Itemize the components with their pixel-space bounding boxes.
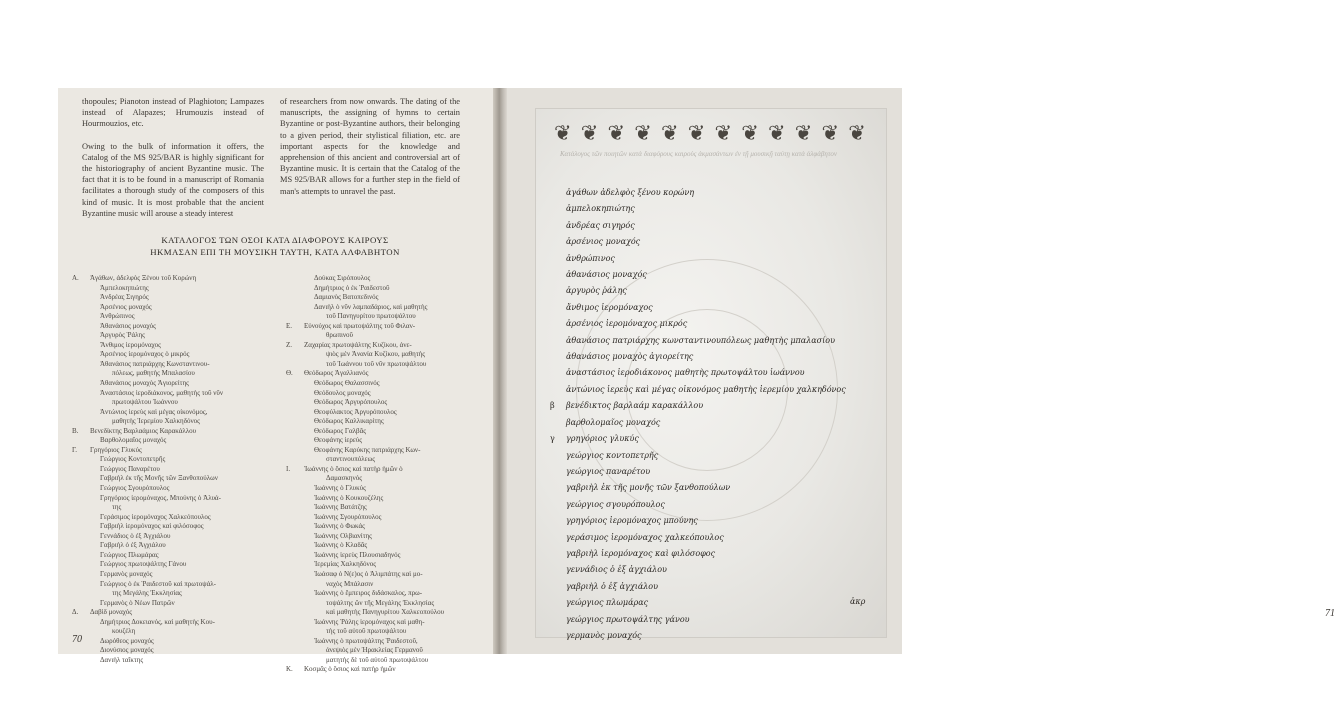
catalog-entry [286,465,486,475]
catalog-entry-text: Γεώργιος Κοντοπετρῆς [100,455,166,464]
catalog-entry [72,656,286,666]
catalog-entry [286,274,486,284]
catalog-entry-text: Ἰωάννης Ολβιανίτης [314,531,372,540]
catalog-entry [72,570,286,580]
catalog-entry [286,484,486,494]
catalog-entry-text: Θεόδωρος Καλλικαρίτης [314,417,384,426]
catalog-entry-text: Θεόδωρος Ἀργυρόπουλος [314,398,388,407]
catalog-entry-text: ναχὸς Μπάλασιν [326,579,374,588]
book-spread [58,88,1335,674]
floral-ornament-icon: ❦ [554,121,572,145]
catalog-entry-text: Ἰωάννης ὁ Γλυκύς [314,484,366,493]
catalog-entry [286,284,486,294]
catalog-entry [72,341,286,351]
manuscript-line [550,300,850,316]
catalog-entry [286,589,486,599]
catalog-entry [72,312,286,322]
manuscript-signature: ἀκρ [850,597,866,606]
catalog-entry-text: Θεοφάνης ἱερεύς [314,436,363,445]
catalog-entry-text: Ἀρσένιος ἱερομόναχος ὁ μικρός [100,350,190,359]
catalog-entry [72,503,286,513]
left-page [58,88,493,674]
floral-ornament-icon: ❦ [794,121,813,145]
catalog-entry [72,417,286,427]
catalog-entry-text: ψιὸς μὲν Ἀνανία Κυζίκου, μαθητὴς [326,350,426,359]
catalog-entry [72,331,286,341]
catalog-entry [286,379,486,389]
catalog-entry [72,494,286,504]
page-number-left: 70 [72,634,82,645]
manuscript-line [550,365,850,381]
manuscript-line [550,415,850,431]
catalog-entry [286,322,486,332]
floral-ornament-icon: ❦ [768,121,786,145]
catalog-entry-text: Ἄνθιμος ἱερομόναχος [100,340,161,349]
catalog-entry-text: Θεόδουλος μοναχός [314,388,371,397]
catalog-entry-text: Ἰωάσαφ ὁ Ν(ε)ος ὁ Ἀλιμπάτης καὶ μο- [314,569,423,578]
catalog-entry-text: κουζέλη [112,627,136,636]
catalog-entry [72,379,286,389]
manuscript-line [550,283,850,299]
manuscript-line-text: ἀγάθων ἀδελφὸς ξένου κορώνη [566,188,695,197]
catalog-entry-text: Ἀναστάσιος ἱεροδιάκονος, μαθητὴς τοῦ νῦν [100,388,224,397]
catalog-entry [72,474,286,484]
catalog-entry [286,627,486,637]
catalog-entry-text: Ἰωάννης ὁ ὅσιος καὶ πατὴρ ἡμῶν ὁ [304,464,403,473]
catalog-entry [72,646,286,656]
catalog-entry-text: Γεώργιος Πλωμάρας [100,550,159,559]
floral-ornament-icon: ❦ [741,121,759,145]
catalog-entry-text: Γεώργιος πρωτοψάλτης Γάνου [100,560,187,569]
text-column-right [280,96,460,208]
catalog-entry [286,341,486,351]
catalog-entry-text: τοῦ Πανηγυρίτου πρωτοψάλτου [326,312,416,321]
catalog-entry-text: Ἰωάννης Ῥάλης ἱερομόναχος καὶ μαθη- [314,617,425,626]
catalog-entry-text: Ἀνδρέας Σιγηρός [100,293,149,302]
catalog-entry [286,646,486,656]
catalog-entry [286,369,486,379]
floral-ornament-icon: ❦ [661,121,679,145]
catalog-entry [72,436,286,446]
catalog-entry-text: Δαβὶδ μοναχός [90,608,132,617]
catalog-entry-text: της [112,503,122,512]
manuscript-line [550,497,850,513]
catalog-entry [286,541,486,551]
manuscript-line-text: ἀθανάσιος μοναχός [566,270,647,280]
manuscript-line-text: γαβριὴλ ἱερομόναχος καὶ φιλόσοφος [566,548,716,558]
catalog-entry-text: Ἀργυρὸς Ῥάλης [100,331,145,340]
catalog-entry [72,580,286,590]
catalog-entry [286,599,486,609]
catalog-entry-text: Ἰωάννης Βατάτζης [314,503,367,512]
manuscript-line-text: γαβριὴλ ἐκ τῆς μονῆς τῶν ξανθοπούλων [566,483,731,493]
catalog-entry [72,637,286,647]
catalog-entry [72,389,286,399]
catalog-entry [72,322,286,332]
catalog-entry-text: Δούκας Σιρόπουλος [314,274,371,282]
catalog-entry [72,465,286,475]
catalog-entry [286,474,486,484]
manuscript-line [550,201,850,217]
catalog-heading [82,234,468,258]
catalog-entry-text: Γερμανὸς μοναχός [100,569,153,578]
catalog-entry [286,389,486,399]
catalog-entry-text: Εὐνούχος καὶ πρωτοψάλτης τοῦ Φιλαν- [304,321,416,330]
catalog-entry-text: Γρηγόριος Γλυκύς [90,445,142,454]
catalog-entry-text: Ἀθανάσιος μοναχός [100,321,156,330]
ornamental-headpiece [554,121,866,145]
catalog-entry-text: ματητὴς δὲ τοῦ αὐτοῦ πρωτοψάλτου [326,655,429,664]
catalog-entry [286,656,486,666]
floral-ornament-icon: ❦ [821,121,840,145]
manuscript-line-text: βαρθολομαῖος μοναχός [566,417,661,427]
catalog-entry-text: Ἰωάννης ὁ Φωκάς [314,522,365,531]
catalog-entry [286,570,486,580]
catalog-entry [286,427,486,437]
manuscript-line [550,251,850,267]
catalog-entry [72,608,286,618]
catalog-entry [72,513,286,523]
manuscript-line [550,398,850,414]
catalog-entry-text: Ἀντώνιος ἱερεὺς καὶ μέγας οἰκονόμος, [100,407,208,416]
catalog-entry [72,618,286,628]
manuscript-line [550,267,850,283]
catalog-entry-text: Γεννάδιος ὁ ἐξ Ἀγχιάλου [100,531,171,540]
catalog-entry-text: τοψάλτης ὢν τῆς Μεγάλης Ἐκκλησίας [326,598,435,607]
manuscript-letter: γ [550,434,555,444]
catalog-entry [286,303,486,313]
catalog-entry-text: Ἀθανάσιος πατριάρχης Κωνσταντινου- [100,359,210,368]
manuscript-photo [535,108,887,638]
floral-ornament-icon: ❦ [714,121,733,145]
manuscript-line [550,480,850,496]
catalog-entry-text: Γεώργιος Σγουρόπουλος [100,484,170,493]
manuscript-line-text: ἀθανάσιος μοναχὸς ἁγιορείτης [566,352,694,362]
manuscript-line [550,448,850,464]
floral-ornament-icon: ❦ [687,121,706,145]
manuscript-line-text: γερμανὸς μοναχός [566,630,642,640]
catalog-heading-line-2: ΗΚΜΑΣΑΝ ΕΠΙ ΤΗ ΜΟΥΣΙΚΗ ΤΑΥΤΗ, ΚΑΤΑ ΑΛΦΑΒΗΤΟΝ [150,247,400,257]
catalog-entry [286,455,486,465]
catalog-entry-text: Γρηγόριος ἱερομόναχος, Μπούνης ὁ Ἀλυά- [100,493,221,502]
catalog-entry [72,484,286,494]
catalog-entry-text: πρωτοψάλτου Ἰωάννου [112,398,178,407]
catalog-entry [72,627,286,637]
manuscript-line-text: γεώργιος σγουρόπουλος [566,499,665,509]
catalog-entry [286,503,486,513]
catalog-entry-text: Δημήτριος Δοκειανός, καὶ μαθητὴς Κου- [100,617,215,626]
catalog-entry [286,637,486,647]
catalog-entry [286,312,486,322]
catalog-entry-text: Ἰωάννης Σγουρόπουλος [314,512,382,521]
catalog-entry-text: Κοσμᾶς ὁ ὅσιος καὶ πατὴρ ἡμῶν [304,665,396,674]
manuscript-line [550,218,850,234]
catalog-entry-text: σταντινουπόλεως [326,455,375,464]
catalog-entry [286,360,486,370]
manuscript-line-text: γεώργιος πρωτοψάλτης γάνου [566,614,690,624]
manuscript-line [550,562,850,578]
catalog-entry-text: Γεώργιος Παναρέτου [100,464,160,473]
catalog-letter: Ε. [286,321,293,330]
manuscript-line [550,316,850,332]
catalog-entry [72,303,286,313]
manuscript-line-text: βενέδικτος βαρλαάμ καρακάλλου [566,401,704,411]
manuscript-line-text: ἀθανάσιος πατριάρχης κωνσταντινουπόλεως μαθητὴς μπαλασίου [566,335,835,345]
catalog-entry-text: Γερμανὸς ὁ Νέων Πατρῶν [100,598,175,607]
catalog-entry-text: Ἰωάννης ὁ ἔμπειρος διδάσκαλος, πρω- [314,589,423,598]
catalog-entry-text: Γεώργιος ὁ ἐκ Ῥαιδεστοῦ καὶ πρωτοψάλ- [100,579,216,588]
catalog-entry-text: Ἰωάννης ἱερεὺς Πλουσιαδηνός [314,550,401,559]
manuscript-list [550,185,850,644]
catalog-entry [72,532,286,542]
manuscript-line-text: ἀρσένιος ἱερομόναχος μικρός [566,319,688,329]
catalog-entry [72,350,286,360]
catalog-entry-text: θρωπινοῦ [326,331,354,340]
manuscript-line [550,628,850,644]
catalog-entry-text: Γεράσιμος ἱερομόναχος Χαλκεόπουλος [100,512,211,521]
catalog-entry [72,284,286,294]
manuscript-line-text: γεννάδιος ὁ ἐξ ἀγχιάλου [566,565,667,575]
catalog-letter: Α. [72,274,79,282]
catalog-entry-text: Δωρόθεος μοναχός [100,636,154,645]
catalog-entry-text: Θεόδωρος Γαλβᾶς [314,426,367,435]
catalog-entry-text: Δημήτριος ὁ ἐκ Ῥαιδεστοῦ [314,283,390,292]
manuscript-line-text: γεώργιος παναρέτου [566,466,651,476]
catalog-entry-text: Δαμασκηνός [326,474,362,483]
catalog-entry-text: Βαρθολομαῖος μοναχός [100,436,167,445]
catalog-entry-text: Δανιὴλ ὁ νῦν λαμπαδάριος, καὶ μαθητὴς [314,302,428,311]
catalog-entry [286,560,486,570]
paragraph-2: Owing to the bulk of information it offers, the Catalog of the MS 925/BAR is highly significant for the historiography of ancient Byzantine music. The fact that it is to be found in a manuscript of Romania facilitates a thorough study of the composers of this kind of music. It is most probable that the ancient Byzantine music will arouse a steady interest [82,141,264,218]
catalog-entry-text: καὶ μαθητὴς Πανηγυρίτου Χαλκεοπούλου [326,608,445,617]
text-column-left [82,96,264,230]
catalog-entry [286,417,486,427]
catalog-entry [286,350,486,360]
catalog-entry-text: πόλεως, μαθητὴς Μπαλασίου [112,369,195,378]
catalog-entry-text: Ἰωάννης ὁ Κουκουζέλης [314,493,384,502]
catalog-entry-text: Διονύσιος μοναχός [100,646,154,655]
catalog-entry-text: Βενεδίκτης Βαρλαάμιος Καρακάλλου [90,426,197,435]
catalog-entry-text: Θεόδωρος Ἀγαλλιανός [304,369,369,378]
catalog-entry-text: Θεόδωρος Θαλασσινός [314,379,380,388]
catalog-entry [72,360,286,370]
manuscript-line [550,234,850,250]
catalog-entry [286,331,486,341]
manuscript-line [550,530,850,546]
catalog-entry-text: Γαβριὴλ ἐκ τῆς Μονῆς τῶν Ξανθοπούλων [100,474,218,483]
manuscript-line-text: ἀργυρὸς ῥάλης [566,286,627,296]
catalog-entry-text: ἀνεψιὸς μὲν Ἠρακλείας Γερμανοῦ [326,646,423,655]
manuscript-line [550,579,850,595]
catalog-entry [286,608,486,618]
paragraph-3: of researchers from now onwards. The dating of the manuscripts, the assigning of hymns to certain Byzantine or post-Byzantine authors, their belonging to a given period, their stylistical filiation, etc. are important aspects for the knowledge and apprehension of this ancient and controversial art of Byzantine music. It is certain that the Catalog of the MS 925/BAR allows for a further step in the field of man's attempts to unravel the past. [280,97,460,196]
catalog-column-2 [286,274,486,675]
catalog-entry [72,446,286,456]
catalog-entry-text: Γαβριὴλ ὁ ἐξ Ἀγχιάλου [100,541,166,550]
manuscript-line-text: γεώργιος κοντοπετρῆς [566,450,659,460]
catalog-entry [286,398,486,408]
catalog-entry-text: Ἀμπελοκηπιώτης [100,283,149,292]
catalog-entry [286,293,486,303]
manuscript-line-text: γρηγόριος ἱερομόναχος μπούνης [566,516,698,526]
catalog-entry [72,274,286,284]
catalog-entry [72,408,286,418]
book-gutter [493,88,507,654]
catalog-letter: Ζ. [286,340,293,349]
floral-ornament-icon: ❦ [634,121,652,145]
manuscript-line [550,464,850,480]
catalog-letter: Γ. [72,445,77,454]
catalog-entry [72,427,286,437]
manuscript-line-text: ἀρσένιος μοναχός [566,237,641,247]
catalog-entry [286,436,486,446]
catalog-entry-text: Ἀνθρώπινος [100,312,135,321]
catalog-entry [72,522,286,532]
catalog-letter: Κ. [286,665,293,674]
catalog-entry-text: Δαμιανὸς Βατοπεδινός [314,293,379,302]
manuscript-line [550,546,850,562]
catalog-entry [286,580,486,590]
catalog-letter: Ι. [286,464,291,473]
catalog-entry-text: Ἀγάθων, ἀδελφὸς Ξένου τοῦ Κορώνη [90,274,197,282]
catalog-entry-text: Θεοφύλακτος Ἀργυρόπουλος [314,407,397,416]
catalog-entry [72,599,286,609]
catalog-column-1 [72,274,286,665]
manuscript-line [550,595,850,611]
page-number-right: 71 [1325,608,1335,619]
manuscript-line [550,349,850,365]
manuscript-letter: β [550,401,555,411]
manuscript-line-text: γεράσιμος ἱερομόναχος χαλκεόπουλος [566,532,724,542]
manuscript-line-text: γεώργιος πλωμάρας [566,598,649,608]
catalog-entry-text: Ἰερεμίας Χαλκηδόνος [314,560,376,569]
catalog-entry [72,560,286,570]
catalog-entry-text: τοῦ Ἰωάννου τοῦ νῦν πρωτοψάλτου [326,359,427,368]
catalog-entry [286,446,486,456]
catalog-entry-text: Ἰωάννης ὁ Κλαδᾶς [314,541,368,550]
catalog-entry [286,494,486,504]
catalog-entry [286,522,486,532]
manuscript-line-text: ἀνθρώπινος [566,253,615,263]
catalog-entry [286,408,486,418]
manuscript-line [550,185,850,201]
floral-ornament-icon: ❦ [580,121,599,145]
catalog-entry [72,541,286,551]
catalog-entry-text: Ἰωάννης ὁ πρωτοψάλτης Ῥαιδεστοῦ, [314,636,418,645]
catalog-entry [286,665,486,675]
manuscript-line-text: γρηγόριος γλυκύς [566,434,639,444]
catalog-letter: Δ. [72,608,79,617]
catalog-entry [286,532,486,542]
manuscript-line-text: ἄνθιμος ἱερομόναχος [566,302,653,312]
catalog-entry [72,369,286,379]
paragraph-1: thopoules; Pianoton instead of Plaghioton; Lampazes instead of Alapazes; Hrumouzis instead of Hourmouzios, etc. [82,97,264,129]
manuscript-line [550,513,850,529]
floral-ornament-icon: ❦ [607,121,626,145]
manuscript-faint-header: Κατάλογος τῶν ποιητῶν κατὰ διαφόρους καιροὺς ἀκμασάντων ἐν τῇ μουσικῇ ταύτῃ κατὰ ἀλφάβητον [560,150,837,158]
catalog-entry-text: Θεοφάνης Καρύκης πατριάρχης Κων- [314,445,421,454]
catalog-entry-text: Ζαχαρίας πρωτοψάλτης Κυζίκου, ἀνε- [304,340,412,349]
catalog-entry [286,618,486,628]
catalog-entry-text: τὴς τοῦ αὐτοῦ πρωτοψάλτου [326,627,407,636]
manuscript-line-text: ἀμπελοκηπιώτης [566,204,635,214]
catalog-entry [72,589,286,599]
catalog-entry [286,551,486,561]
catalog-entry-text: Γαβριὴλ ἱερομόναχος καὶ φιλόσοφος [100,522,204,531]
catalog-entry [286,513,486,523]
catalog-entry-text: Ἀθανάσιος μοναχὸς Ἀγιορείτης [100,379,189,388]
manuscript-line-text: ἀναστάσιος ἱεροδιάκονος μαθητὴς πρωτοψάλτου ἰωάννου [566,368,805,378]
catalog-entry-text: της Μεγάλης Ἐκκλησίας [112,589,182,598]
catalog-entry-text: Ἀρσένιος μοναχός [100,302,152,311]
catalog-entry [72,293,286,303]
catalog-heading-line-1: ΚΑΤΑΛΟΓΟΣ ΤΩΝ ΟΣΟΙ ΚΑΤΑ ΔΙΑΦΟΡΟΥΣ ΚΑΙΡΟΥΣ [161,235,389,245]
manuscript-line [550,382,850,398]
manuscript-line-text: γαβριὴλ ὁ ἐξ ἀγχιάλου [566,581,658,591]
catalog-entry-text: Δανιὴλ ταῖκτης [100,655,144,664]
manuscript-line [550,431,850,447]
catalog-entry [72,551,286,561]
manuscript-line-text: ἀνδρέας σιγηρός [566,220,635,230]
catalog-entry-text: μαθητὴς Ἰερεμίου Χαλκηδόνος [112,417,200,426]
manuscript-line [550,333,850,349]
manuscript-line [550,612,850,628]
catalog-entry [72,455,286,465]
catalog-entry [72,398,286,408]
catalog-letter: Θ. [286,369,293,378]
catalog-letter: Β. [72,426,79,435]
floral-ornament-icon: ❦ [848,121,866,145]
manuscript-line-text: ἀντώνιος ἱερεὺς καὶ μέγας οἰκονόμος μαθητὴς ἱερεμίου χαλκηδόνος [566,384,846,394]
